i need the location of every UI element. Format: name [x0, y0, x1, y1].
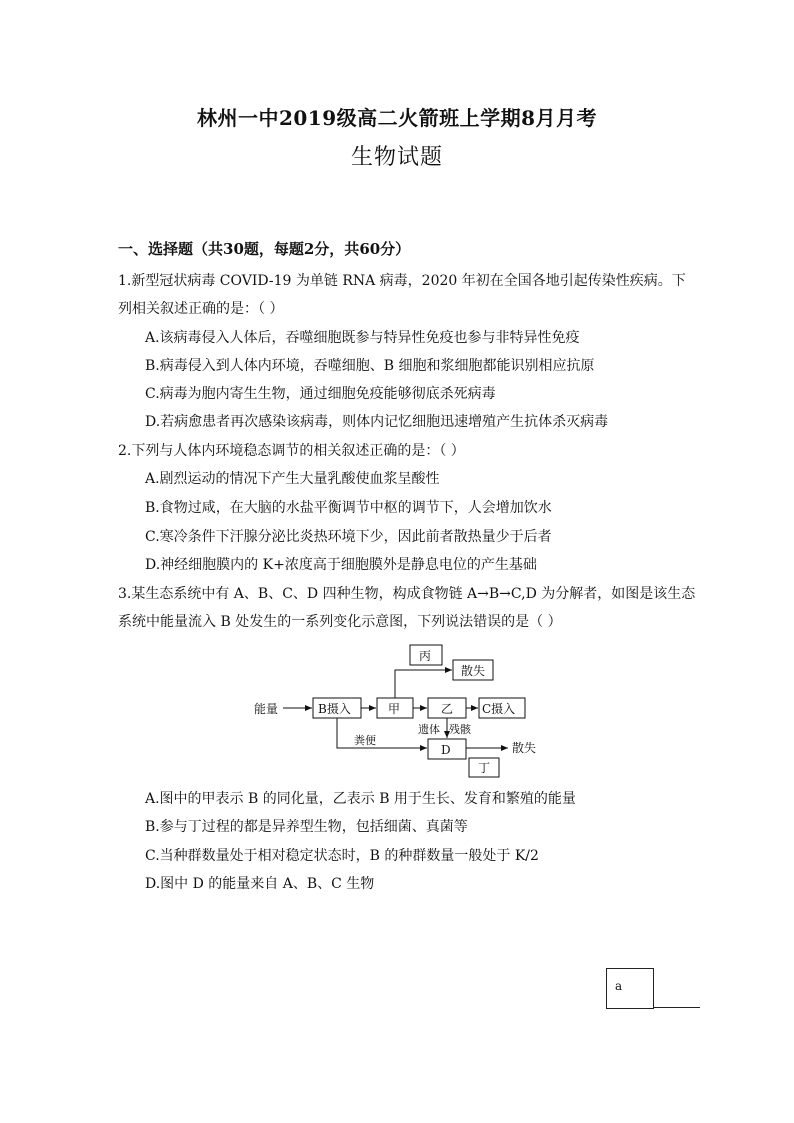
question-3-option-d: D.图中 D 的能量来自 A、B、C 生物 — [145, 876, 375, 892]
question-3-stem-line-1: 3.某生态系统中有 A、B、C、D 四种生物，构成食物链 A→B→C,D 为分解者，如图是该生态 — [118, 586, 696, 602]
exam-subtitle: 生物试题 — [350, 145, 443, 170]
question-2-option-a: A.剧烈运动的情况下产生大量乳酸使血浆呈酸性 — [145, 471, 440, 487]
label-dissipate-top: 散失 — [461, 664, 486, 678]
label-d: D — [441, 743, 451, 757]
question-3-option-a: A.图中的甲表示 B 的同化量，乙表示 B 用于生长、发育和繁殖的能量 — [145, 791, 576, 807]
question-2-option-c: C.寒冷条件下汗腺分泌比炎热环境下少，因此前者散热量少于后者 — [145, 529, 552, 545]
label-dissipate-bottom: 散失 — [512, 741, 537, 755]
label-feces: 粪便 — [354, 734, 376, 747]
question-3-option-c: C.当种群数量处于相对稳定状态时，B 的种群数量一般处于 K/2 — [145, 848, 539, 864]
corner-underline — [653, 1007, 700, 1008]
question-3-stem-line-2: 系统中能量流入 B 处发生的一系列变化示意图，下列说法错误的是（ ） — [118, 614, 562, 630]
arrow-jia-to-dissipate — [395, 670, 452, 698]
exam-title: 林州一中2019级高二火箭班上学期8月月考 — [196, 106, 598, 130]
question-1-option-a: A.该病毒侵入人体后，吞噬细胞既参与特异性免疫也参与非特异性免疫 — [145, 330, 580, 346]
label-ding: 丁 — [478, 761, 491, 775]
question-1-option-c: C.病毒为胞内寄生生物，通过细胞免疫能够彻底杀死病毒 — [145, 386, 496, 402]
label-b-intake: B摄入 — [318, 702, 351, 716]
question-3-option-b: B.参与丁过程的都是异养型生物，包括细菌、真菌等 — [145, 819, 468, 835]
question-2-option-d: D.神经细胞膜内的 K+浓度高于细胞膜外是静息电位的产生基础 — [145, 557, 537, 573]
label-residue: 残骸 — [449, 723, 471, 736]
arrow-feces-to-d — [337, 718, 427, 748]
section-heading: 一、选择题（共30题，每题2分，共60分） — [118, 240, 411, 258]
question-2-option-b: B.食物过咸，在大脑的水盐平衡调节中枢的调节下，人会增加饮水 — [145, 500, 552, 516]
energy-flow-diagram — [250, 640, 550, 780]
question-1-stem-line-2: 列相关叙述正确的是：（ ） — [118, 301, 284, 317]
label-energy: 能量 — [254, 702, 279, 716]
label-c-intake: C摄入 — [482, 702, 516, 716]
question-1-stem-line-1: 1.新型冠状病毒 COVID-19 为单链 RNA 病毒，2020 年初在全国各地引起传染性疾病。下 — [118, 273, 686, 289]
label-bing: 丙 — [419, 649, 432, 663]
label-jia: 甲 — [388, 702, 401, 716]
question-1-option-d: D.若病愈患者再次感染该病毒，则体内记忆细胞迅速增殖产生抗体杀灭病毒 — [145, 414, 609, 430]
question-1-option-b: B.病毒侵入到人体内环境，吞噬细胞、B 细胞和浆细胞都能识别相应抗原 — [145, 358, 595, 374]
corner-box — [606, 968, 654, 1009]
question-2-stem-line-1: 2.下列与人体内环境稳态调节的相关叙述正确的是：（ ） — [118, 443, 465, 459]
corner-box-label: a — [615, 979, 623, 993]
label-yi: 乙 — [441, 702, 454, 716]
label-remains: 遗体 — [418, 723, 440, 736]
